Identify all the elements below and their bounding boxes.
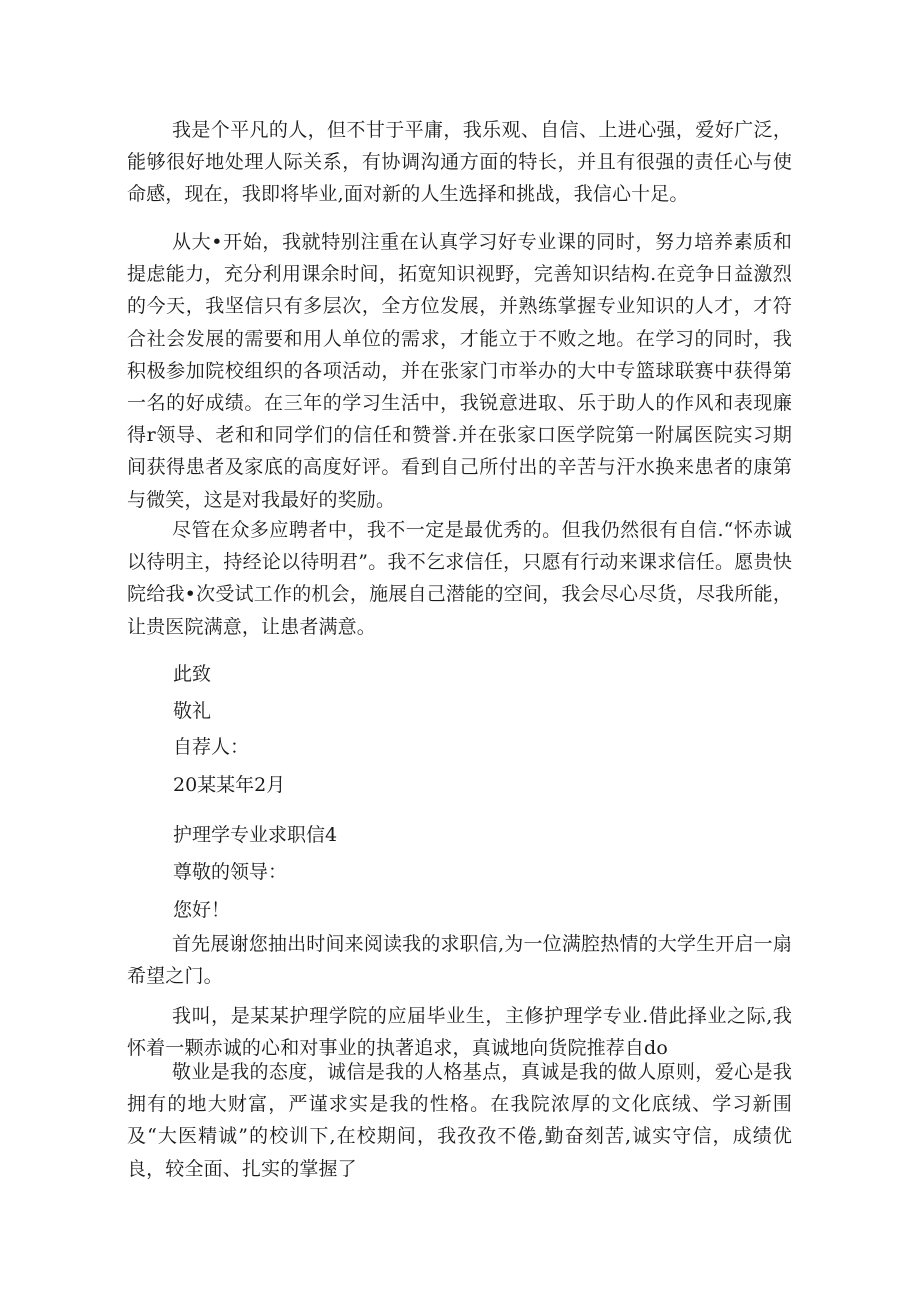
letter-heading: 护理学专业求职信4 bbox=[173, 824, 338, 846]
closing-cizhi: 此致 bbox=[173, 663, 212, 685]
paragraph-study-experience: 从大•开始，我就特别注重在认真学习好专业课的同时，努力培养素质和提虑能力，充分利用课余时间，拓宽知识视野，完善知识结构.在竞争日益激烈的今天，我坚信只有多层次，全方位发展，并熟练掌握专业知识的人才，才符合社会发展的需要和用人单位的需求，才能立于不败之地。在学习的同时，我积极参加院校组织的各项活动，并在张家门市举办的大中专篮球联赛中获得第一名的好成绩。在三年的学习生活中，我锐意进取、乐于助人的作风和表现廉得r领导、老和和同学们的信任和赞誉.并在张家口医学院第一附属医院实习期间获得患者及家底的高度好评。看到自己所付出的辛苦与汗水换来患者的康第与微笑，这是对我最好的奖励。 bbox=[127, 231, 792, 511]
salutation: 尊敬的领导： bbox=[173, 861, 288, 883]
signer-label: 自荐人： bbox=[173, 736, 250, 758]
paragraph-introduction: 我叫，是某某护理学院的应届毕业生，主修护理学专业.借此择业之际,我怀着一颗赤诚的心和对事业的执著追求，真诚地向货院推荐自do bbox=[127, 1005, 792, 1060]
paragraph-confidence: 尽管在众多应聘者中，我不一定是最优秀的。但我仍然很有自信.“怀赤诚以待明主，持经论以待明君”。我不乞求信任，只愿有行动来课求信任。愿贵快院给我•次受试工作的机会，施展自己潜能的空间，我会尽心尽货，尽我所能，让贵医院满意，让患者满意。 bbox=[127, 519, 792, 638]
greeting: 您好！ bbox=[173, 899, 231, 921]
closing-jingli: 敬礼 bbox=[173, 700, 212, 722]
letter-date: 20某某年2月 bbox=[173, 774, 286, 796]
paragraph-self-intro: 我是个平凡的人，但不甘于平庸，我乐观、自信、上进心强，爱好广泛，能够很好地处理人际关系，有协调沟通方面的特长，并且有很强的责任心与使命感，现在，我即将毕业,面对新的人生选择和挑战，我信心十足。 bbox=[127, 119, 792, 206]
paragraph-thanks: 首先展谢您抽出时间来阅读我的求职信,为一位满腔热情的大学生开启一扇希望之门。 bbox=[127, 933, 792, 988]
paragraph-attitude: 敬业是我的态度，诚信是我的人格基点，真诚是我的做人原则，爱心是我拥有的地大财富，严谨求实是我的性格。在我院浓厚的文化底绒、学习新围及“大医精诚”的校训下,在校期间，我孜孜不倦,勤奋刻苦,诚实守信，成绩优良，较全面、扎实的掌握了 bbox=[127, 1061, 792, 1180]
